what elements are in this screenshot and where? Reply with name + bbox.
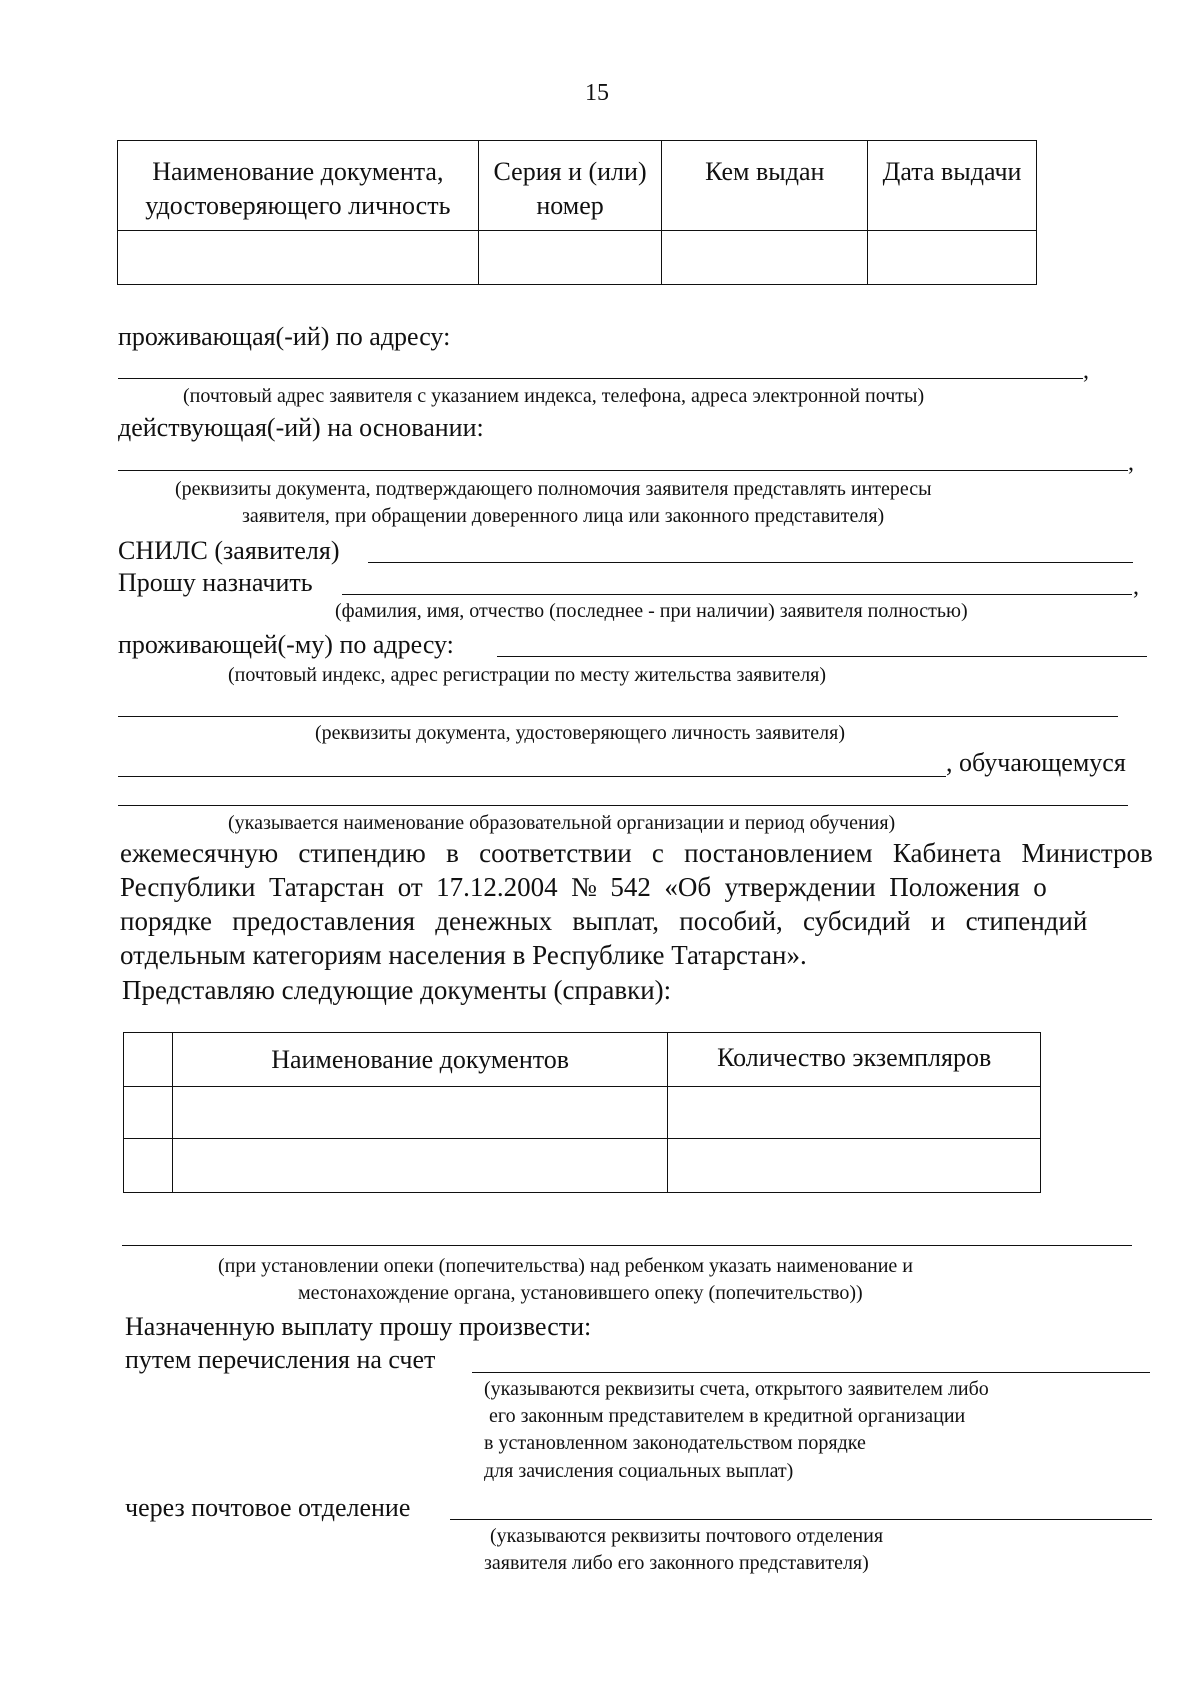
post-office-label: через почтовое отделение <box>125 1493 411 1522</box>
account-caption-2: его законным представителем в кредитной организации <box>484 1405 966 1427</box>
guardianship-field[interactable] <box>122 1245 1132 1246</box>
studying-field[interactable] <box>118 776 946 777</box>
id-cell-series[interactable] <box>478 231 662 285</box>
id-header-issued-by: Кем выдан <box>662 141 868 231</box>
post-caption-1: (указываются реквизиты почтового отделения <box>490 1525 884 1547</box>
studying-label: , обучающемуся <box>946 748 1126 777</box>
acting-caption-2: заявителя, при обращении доверенного лица или законного представителя) <box>242 505 885 527</box>
docs-cell-name[interactable] <box>172 1087 667 1139</box>
account-label: путем перечисления на счет <box>125 1345 436 1374</box>
id-header-series: Серия и (или) номер <box>478 141 662 231</box>
docs-intro: Представляю следующие документы (справки): <box>122 975 672 1005</box>
snils-label: СНИЛС (заявителя) <box>118 536 340 565</box>
assign-label: Прошу назначить <box>118 568 313 597</box>
id-table-header-row <box>118 141 1037 231</box>
id-document-table <box>117 140 1037 285</box>
residing2-address-field[interactable] <box>497 656 1147 657</box>
account-caption-3: в установленном законодательством порядке <box>484 1432 866 1454</box>
acting-caption-1: (реквизиты документа, подтверждающего полномочия заявителя представлять интересы <box>175 478 932 500</box>
docs-cell-count[interactable] <box>668 1139 1041 1193</box>
account-field[interactable] <box>472 1372 1150 1373</box>
residing-caption: (почтовый адрес заявителя с указанием индекса, телефона, адреса электронной почты) <box>183 385 925 407</box>
docs-cell-name[interactable] <box>172 1139 667 1193</box>
guardianship-caption-2: местонахождение органа, установившего опеку (попечительство)) <box>298 1282 863 1304</box>
guardianship-caption-1: (при установлении опеки (попечительства) над ребенком указать наименование и <box>218 1255 913 1277</box>
acting-basis-field[interactable] <box>118 470 1128 471</box>
education-caption: (указывается наименование образовательной организации и период обучения) <box>228 812 896 834</box>
residing-comma: , <box>1083 358 1089 384</box>
education-org-field[interactable] <box>118 805 1128 806</box>
id-cell-issue-date[interactable] <box>868 231 1037 285</box>
residing2-caption: (почтовый индекс, адрес регистрации по месту жительства заявителя) <box>228 664 827 686</box>
post-caption-2: заявителя либо его законного представителя) <box>484 1552 869 1574</box>
stipend-line-1: ежемесячную стипендию в соответствии с постановлением Кабинета Министров <box>120 838 1153 868</box>
id-header-issue-date: Дата выдачи <box>868 141 1037 231</box>
documents-table <box>123 1032 1041 1193</box>
table-row <box>124 1139 1041 1193</box>
post-office-field[interactable] <box>450 1519 1152 1520</box>
stipend-line-4: отдельным категориям населения в Республике Татарстан». <box>120 940 807 970</box>
acting-comma: , <box>1128 450 1134 476</box>
docs-header-count: Количество экземпляров <box>668 1033 1041 1087</box>
table-row <box>118 231 1037 285</box>
id-header-doc-name: Наименование документа, удостоверяющего личность <box>118 141 479 231</box>
docs-cell-number[interactable] <box>124 1087 173 1139</box>
stipend-line-3: порядке предоставления денежных выплат, пособий, субсидий и стипендий <box>120 906 1088 936</box>
payment-intro: Назначенную выплату прошу произвести: <box>125 1312 592 1341</box>
account-caption-4: для зачисления социальных выплат) <box>484 1460 794 1482</box>
page-number: 15 <box>585 80 609 106</box>
id-details-caption: (реквизиты документа, удостоверяющего личность заявителя) <box>315 722 845 744</box>
residing-address-field[interactable] <box>118 378 1083 379</box>
stipend-line-2: Республики Татарстан от 17.12.2004 № 542 «Об утверждении Положения о <box>120 872 1047 902</box>
account-caption-1: (указываются реквизиты счета, открытого заявителем либо <box>484 1378 989 1400</box>
docs-cell-number[interactable] <box>124 1139 173 1193</box>
residing2-label: проживающей(-му) по адресу: <box>118 630 454 659</box>
assign-comma: , <box>1133 574 1139 600</box>
docs-header-number <box>124 1033 173 1087</box>
residing-label: проживающая(-ий) по адресу: <box>118 322 451 351</box>
id-cell-doc-name[interactable] <box>118 231 479 285</box>
docs-cell-count[interactable] <box>668 1087 1041 1139</box>
stipend-paragraph <box>120 836 1153 972</box>
assign-name-field[interactable] <box>342 594 1132 595</box>
table-row <box>124 1087 1041 1139</box>
acting-label: действующая(-ий) на основании: <box>118 413 484 442</box>
assign-caption: (фамилия, имя, отчество (последнее - при наличии) заявителя полностью) <box>335 600 968 622</box>
snils-field[interactable] <box>368 562 1133 563</box>
id-cell-issued-by[interactable] <box>662 231 868 285</box>
docs-header-name: Наименование документов <box>172 1033 667 1087</box>
id-details-field[interactable] <box>118 716 1118 717</box>
docs-table-header-row <box>124 1033 1041 1087</box>
